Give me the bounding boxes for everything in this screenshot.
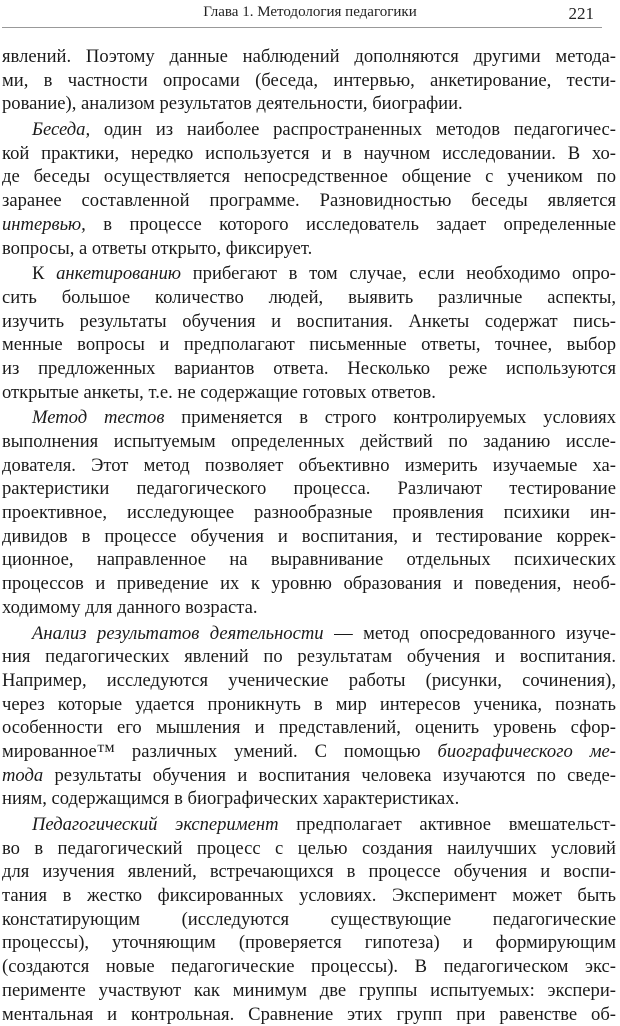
italic-term: биографического ме- [438, 741, 617, 762]
paragraph [2, 406, 616, 619]
line-text: Например, исследуются ученические работы (рисунки, сочинения), [2, 670, 616, 691]
line-text: — метод опосредованного изуче- [324, 623, 616, 644]
line-text: тания в жестко фиксированных условиях. Эксперимент может быть [2, 885, 616, 906]
line-text: открытые анкеты, т.е. не содержащие готовых ответов. [2, 382, 436, 403]
line-text: результаты обучения и воспитания человека изучаются по сведе- [43, 765, 616, 786]
text-line [2, 787, 616, 811]
text-line [2, 693, 616, 717]
text-line [2, 262, 616, 286]
text-line [2, 165, 616, 189]
text-line [2, 622, 616, 646]
text-line [2, 884, 616, 908]
text-line [2, 45, 616, 69]
text-line [2, 979, 616, 1003]
text-line [2, 381, 616, 405]
line-text: прибегают в том случае, если необходимо опро- [181, 263, 616, 284]
line-text: де беседы осуществляется непосредственное общение с учеником по [2, 166, 616, 187]
italic-term: Анализ результатов деятельности [32, 623, 324, 644]
line-text: сить большое количество людей, выявить различные аспекты, [2, 287, 616, 308]
text-line [2, 860, 616, 884]
text-line [2, 406, 616, 430]
line-text: из предложенных вариантов ответа. Несколько реже используются [2, 358, 616, 379]
text-line [2, 955, 616, 979]
line-text: менные вопросы и предполагают письменные ответы, точнее, выбор [2, 334, 616, 355]
text-line [2, 213, 616, 237]
text-line [2, 596, 616, 620]
paragraph [2, 262, 616, 404]
text-line [2, 142, 616, 166]
line-text: рактеристики педагогического процесса. Различают тестирование [2, 478, 616, 499]
line-text: проективное, исследующее разнообразные проявления психики ин- [2, 502, 616, 523]
text-line [2, 333, 616, 357]
line-text: через которые удается проникнуть в мир интересов ученика, познать [2, 694, 616, 715]
text-line [2, 1003, 616, 1026]
line-text: ния педагогических явлений по результатам обучения и воспитания. [2, 646, 616, 667]
paragraph [2, 45, 616, 116]
italic-term: интервью, [2, 214, 86, 235]
text-line [2, 454, 616, 478]
italic-term: Педагогический эксперимент [32, 814, 279, 835]
text-line [2, 645, 616, 669]
text-line [2, 92, 616, 116]
text-line [2, 837, 616, 861]
page-header [0, 4, 620, 26]
text-line [2, 908, 616, 932]
text-line [2, 716, 616, 740]
header-rule [2, 27, 602, 28]
line-text: особенности его мышления и представлений, оценить уровень сфор- [2, 717, 616, 738]
line-text: ходимому для данного возраста. [2, 597, 258, 618]
text-line [2, 501, 616, 525]
text-line [2, 669, 616, 693]
text-line [2, 477, 616, 501]
paragraph [2, 118, 616, 260]
line-text: применяется в строго контролируемых условиях [164, 407, 616, 428]
line-text: вопросы, а ответы открыто, фиксирует. [2, 238, 312, 259]
line-text: ниям, содержащимся в биографических характеристиках. [2, 788, 459, 809]
text-line [2, 357, 616, 381]
line-text: ментальная и контрольная. Сравнение этих групп при равенстве об- [2, 1004, 616, 1025]
italic-term: Беседа, [32, 119, 90, 140]
text-line [2, 931, 616, 955]
page-number: 221 [569, 4, 595, 24]
line-text: один из наиболее распространенных методов педагогичес- [90, 119, 616, 140]
text-line [2, 740, 616, 764]
line-text: ми, в частности опросами (беседа, интервью, анкетирование, тести- [2, 70, 616, 91]
paragraph [2, 813, 616, 1026]
line-text: предполагает активное вмешательст- [279, 814, 617, 835]
text-line [2, 548, 616, 572]
line-text: кой практики, нередко используется и в научном исследовании. В хо- [2, 143, 616, 164]
line-text: рование), анализом результатов деятельности, биографии. [2, 93, 463, 114]
text-line [2, 118, 616, 142]
text-line [2, 189, 616, 213]
line-text: дивидов в процессе обучения и воспитания, и тестирование коррек- [2, 526, 616, 547]
line-text: заранее составленной программе. Разновидностью беседы является [2, 190, 616, 211]
text-line [2, 525, 616, 549]
line-text: перименте участвуют как минимум две группы испытуемых: экспери- [2, 980, 616, 1001]
line-text: во в педагогический процесс с целью создания наилучших условий [2, 838, 616, 859]
line-text: явлений. Поэтому данные наблюдений дополняются другими метода- [2, 46, 616, 67]
line-text: процессы), уточняющим (проверяется гипотеза) и формирующим [2, 932, 616, 953]
line-text: констатирующим (исследуются существующие педагогические [2, 909, 616, 930]
text-line [2, 286, 616, 310]
italic-term: Метод тестов [32, 407, 164, 428]
line-text: процессов и приведение их к уровню образования и поведения, необ- [2, 573, 616, 594]
italic-term: анкетированию [56, 263, 181, 284]
running-head: Глава 1. Методология педагогики [0, 4, 620, 21]
line-text: мированное™ различных умений. С помощью [2, 741, 438, 762]
text-line [2, 430, 616, 454]
text-line [2, 310, 616, 334]
line-prefix: К [32, 263, 56, 284]
text-line [2, 69, 616, 93]
text-line [2, 572, 616, 596]
text-line [2, 764, 616, 788]
paragraph [2, 622, 616, 812]
line-text: (создаются новые педагогические процессы). В педагогическом экс- [2, 956, 616, 977]
body-text [2, 45, 616, 1026]
line-text: изучить результаты обучения и воспитания. Анкеты содержат пись- [2, 311, 616, 332]
text-line [2, 237, 616, 261]
line-text: в процессе которого исследователь задает определенные [86, 214, 616, 235]
italic-term: тода [2, 765, 43, 786]
line-text: ционное, направленное на выравнивание отдельных психических [2, 549, 616, 570]
line-text: дователя. Этот метод позволяет объективно измерить изучаемые ха- [2, 455, 616, 476]
line-text: для изучения явлений, встречающихся в процессе обучения и воспи- [2, 861, 616, 882]
text-line [2, 813, 616, 837]
line-text: выполнения испытуемым определенных действий по заданию иссле- [2, 431, 616, 452]
